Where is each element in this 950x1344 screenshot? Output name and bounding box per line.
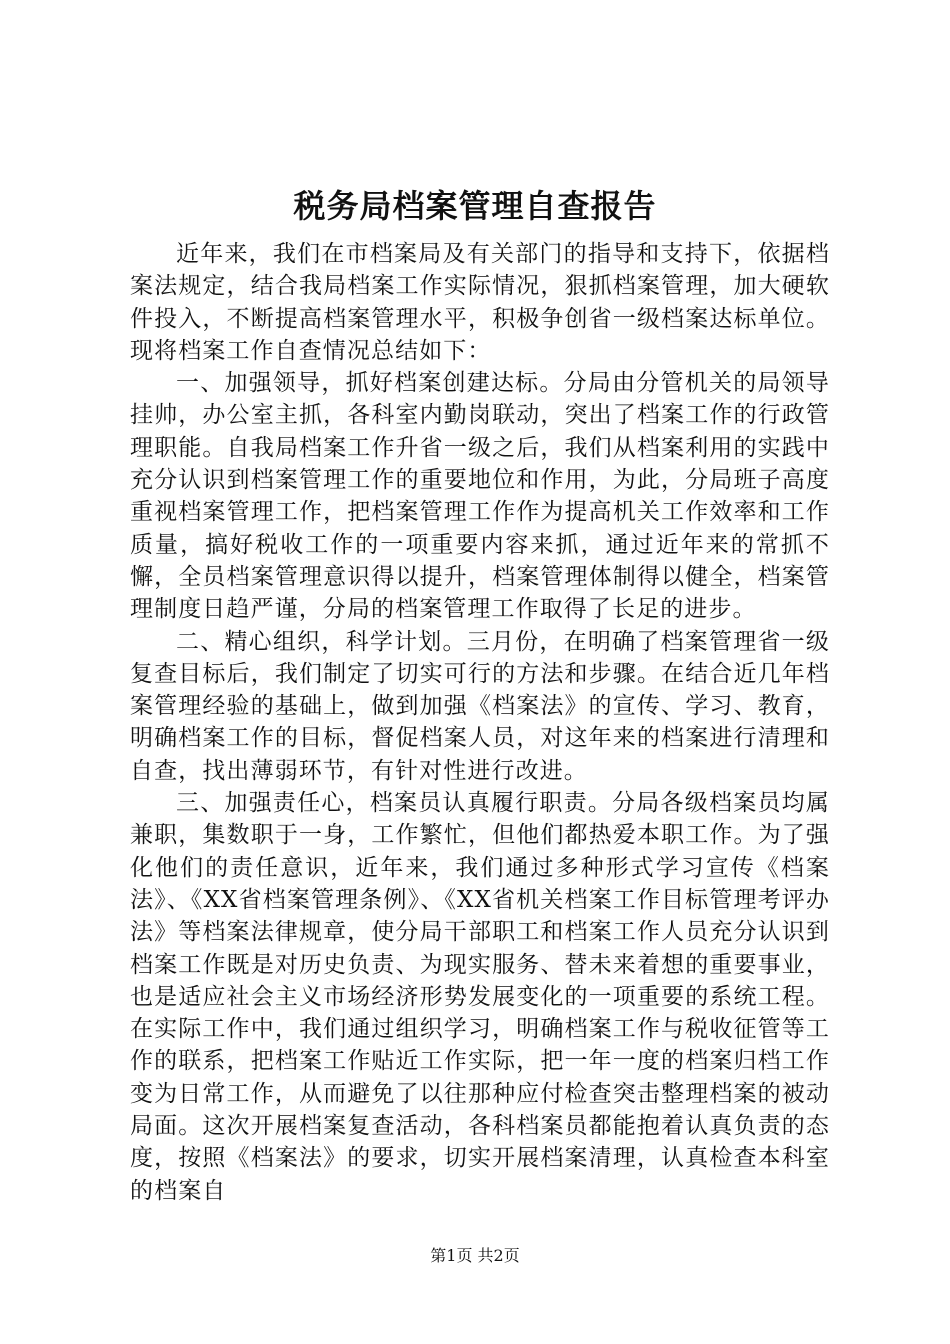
page-number-footer: 第1页 共2页 [430, 1246, 520, 1265]
section-3-paragraph: 三、加强责任心，档案员认真履行职责。分局各级档案员均属兼职，集数职于一身，工作繁忙，但他们都热爱本职工作。为了强化他们的责任意识，近年来，我们通过多种形式学习宣传《档案法》、《XX省档案管理条例》、《XX省机关档案工作目标管理考评办法》等档案法律规章，使分局干部职工和档案工作人员充分认识到档案工作既是对历史负责、为现实服务、替未来着想的重要事业，也是适应社会主义市场经济形势发展变化的一项重要的系统工程。在实际工作中，我们通过组织学习，明确档案工作与税收征管等工作的联系，把档案工作贴近工作实际，把一年一度的档案归档工作变为日常工作，从而避免了以往那种应付检查突击整理档案的被动局面。这次开展档案复查活动，各科档案员都能抱着认真负责的态度，按照《档案法》的要求，切实开展档案清理，认真检查本科室的档案自 [130, 790, 830, 1204]
document-title: 税务局档案管理自查报告 [293, 187, 657, 225]
section-1-paragraph: 一、加强领导，抓好档案创建达标。分局由分管机关的局领导挂帅，办公室主抓，各科室内勤岗联动，突出了档案工作的行政管理职能。自我局档案工作升省一级之后，我们从档案利用的实践中充分认识到档案管理工作的重要地位和作用，为此，分局班子高度重视档案管理工作，把档案管理工作作为提高机关工作效率和工作质量，搞好税收工作的一项重要内容来抓，通过近年来的常抓不懈，全员档案管理意识得以提升，档案管理体制得以健全，档案管理制度日趋严谨，分局的档案管理工作取得了长足的进步。 [130, 370, 830, 623]
document-body [130, 238, 830, 1207]
intro-paragraph: 近年来，我们在市档案局及有关部门的指导和支持下，依据档案法规定，结合我局档案工作实际情况，狠抓档案管理，加大硬软件投入，不断提高档案管理水平，积极争创省一级档案达标单位。现将档案工作自查情况总结如下： [130, 241, 830, 364]
section-2-paragraph: 二、精心组织，科学计划。三月份，在明确了档案管理省一级复查目标后，我们制定了切实可行的方法和步骤。在结合近几年档案管理经验的基础上，做到加强《档案法》的宣传、学习、教育，明确档案工作的目标，督促档案人员，对这年来的档案进行清理和自查，找出薄弱环节，有针对性进行改进。 [130, 628, 830, 784]
